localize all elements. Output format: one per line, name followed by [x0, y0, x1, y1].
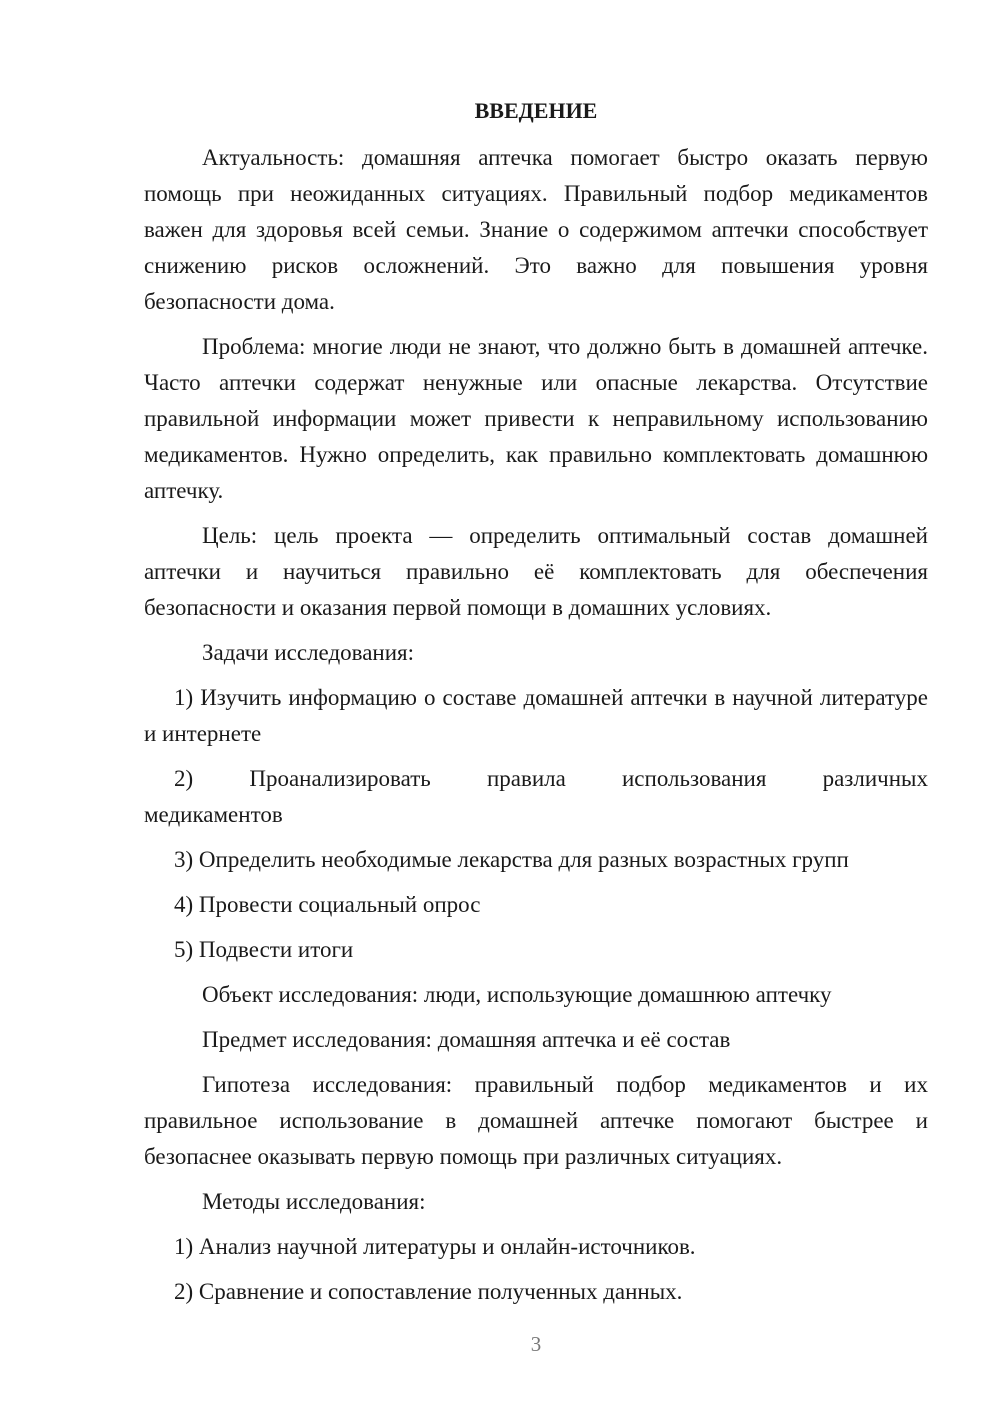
paragraph-object: Объект исследования: люди, использующие домашнюю аптечку — [202, 982, 832, 1007]
task-item-1: 1) Изучить информацию о составе домашней аптечки в научной литературе и интернете — [144, 685, 928, 746]
task-item-2-word: различных — [822, 766, 928, 791]
page-content — [144, 94, 928, 1319]
paragraph-hypothesis: Гипотеза исследования: правильный подбор медикаментов и их правильное использование в домашней аптечке помогают быстрее и безопаснее оказывать первую помощь при различных ситуациях. — [144, 1072, 928, 1169]
task-item-2 — [144, 761, 928, 833]
methods-heading: Методы исследования: — [202, 1189, 426, 1214]
paragraph-subject: Предмет исследования: домашняя аптечка и её состав — [202, 1027, 731, 1052]
page-number: 3 — [530, 1332, 542, 1356]
task-item-2-number: 2) — [174, 766, 194, 791]
task-item-3: 3) Определить необходимые лекарства для разных возрастных групп — [174, 847, 849, 872]
task-item-2-tail: медикаментов — [144, 802, 283, 827]
paragraph-problem: Проблема: многие люди не знают, что должно быть в домашней аптечке. Часто аптечки содержат ненужные или опасные лекарства. Отсутствие правильной информации может привести к неправильному использованию медикаментов. Нужно определить, как правильно комплектовать домашнюю аптечку. — [144, 334, 928, 503]
method-item-2: 2) Сравнение и сопоставление полученных данных. — [174, 1279, 683, 1304]
task-item-2-word: Проанализировать — [249, 766, 431, 791]
task-item-4: 4) Провести социальный опрос — [174, 892, 481, 917]
method-item-1: 1) Анализ научной литературы и онлайн-источников. — [174, 1234, 696, 1259]
task-item-2-line — [144, 761, 928, 797]
tasks-heading: Задачи исследования: — [202, 640, 415, 665]
paragraph-goal: Цель: цель проекта — определить оптимальный состав домашней аптечки и научиться правильно её комплектовать для обеспечения безопасности и оказания первой помощи в домашних условиях. — [144, 523, 928, 620]
paragraph-relevance: Актуальность: домашняя аптечка помогает быстро оказать первую помощь при неожиданных ситуациях. Правильный подбор медикаментов важен для здоровья всей семьи. Знание о содержимом аптечки способствует снижению рисков осложнений. Это важно для повышения уровня безопасности дома. — [144, 145, 928, 314]
task-item-5: 5) Подвести итоги — [174, 937, 354, 962]
page-title: ВВЕДЕНИЕ — [474, 98, 598, 123]
task-item-2-word: правила — [486, 766, 566, 791]
task-item-2-word: использования — [622, 766, 767, 791]
